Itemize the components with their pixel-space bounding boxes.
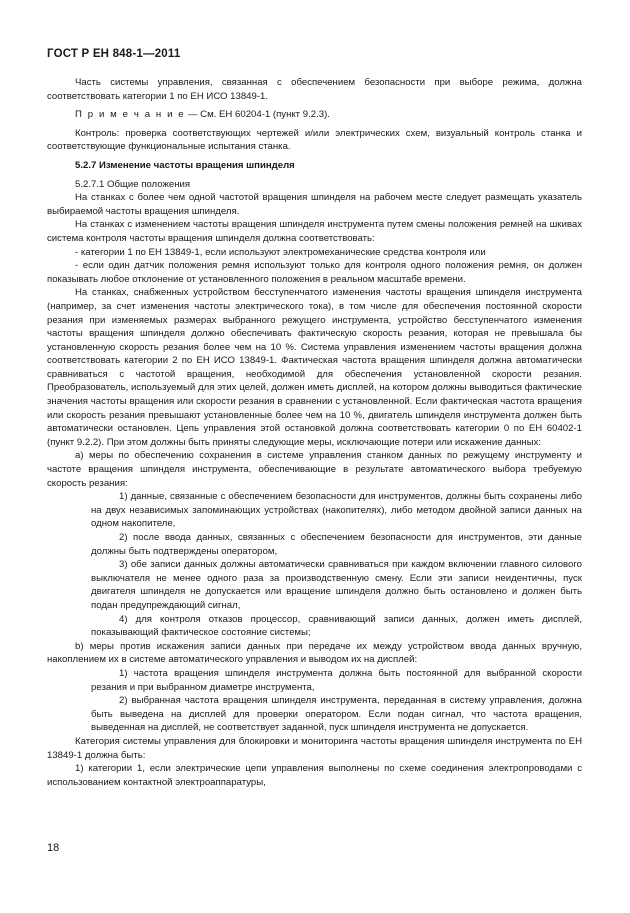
paragraph-category: Категория системы управления для блокировки и мониторинга частоты вращения шпинделя инструмента по ЕН 13849-1 должна быть: (47, 735, 582, 761)
list-item-b1: 1) частота вращения шпинделя инструмента должна быть постоянной для выбранной скорости резания и при выбранном диаметре инструмента, (91, 667, 582, 693)
page-content (47, 76, 582, 789)
running-header: ГОСТ Р ЕН 848-1—2011 (47, 48, 181, 60)
paragraph-belt-change: На станках с изменением частоты вращения шпинделя инструмента путем смены положения ремней на шкивах система контроля частоты вращения шпинделя должна соответствовать: (47, 219, 582, 244)
list-item-a1: 1) данные, связанные с обеспечением безопасности для инструментов, должны быть сохранены либо на двух независимых запоминающих устройствах (накопителях), либо методом двойной записи данных на одном накопителе, (91, 491, 582, 530)
list-item-b2: 2) выбранная частота вращения шпинделя инструмента, переданная в систему управления, должна быть выведена на дисплей для проверки оператором. Если подан сигнал, что частота вращения, выведенная на дисплей, не соответствует заданной, пуск шпинделя инструмента не допускается. (91, 695, 582, 734)
list-item-b: b) меры против искажения записи данных при передаче их между устройством ввода данных вручную, накоплением их в системе автоматического управления и выводом их на дисплей: (47, 640, 582, 666)
paragraph-speed-indicator: На станках с более чем одной частотой вращения шпинделя на рабочем месте следует размещать указатель выбираемой частоты вращения шпинделя. (47, 192, 582, 217)
sublist-a (47, 490, 582, 640)
paragraph-control: Контроль: проверка соответствующих чертежей и/или электрических схем, визуальный контроль станка и соответствующие функциональные испытания станка. (47, 127, 582, 153)
list-item-a2: 2) после ввода данных, связанных с обеспечением безопасности для инструментов, эти данные должны быть подтверждены оператором, (91, 532, 582, 557)
subsection-heading: 5.2.7.1 Общие положения (75, 178, 191, 190)
list-item-a: а) меры по обеспечению сохранения в системе управления станком данных по режущему инструменту и частоте вращения шпинделя инструмента, обеспечивающие в результате автоматического выбора требуемую скорость резания: (47, 450, 582, 489)
sublist-b (47, 667, 582, 735)
list-item-c1: 1) категории 1, если электрические цепи управления выполнены по схеме соединения электропроводами с использованием контактной электроаппаратуры, (47, 763, 582, 788)
section-heading: 5.2.7 Изменение частоты вращения шпинделя (75, 159, 295, 171)
list-item-dash: - категории 1 по ЕН 13849-1, если используют электромеханические средства контроля или (75, 246, 486, 258)
note (47, 108, 582, 122)
note-text: — См. ЕН 60204-1 (пункт 9.2.3). (185, 109, 330, 121)
note-label: П р и м е ч а н и е (75, 109, 186, 121)
page-number: 18 (47, 842, 60, 854)
list-item-a4: 4) для контроля отказов процессор, сравнивающий записи данных, должен иметь дисплей, показывающий фактическое состояние системы; (91, 613, 582, 639)
paragraph-mode-selection: Часть системы управления, связанная с обеспечением безопасности при выборе режима, должна соответствовать категории 1 по ЕН ИСО 13849-1. (47, 77, 582, 102)
list-item-a3: 3) обе записи данных должны автоматически сравниваться при каждом включении главного силового выключателя не менее одного раза за производственную смену. Если эти записи неидентичны, пуск двигателя шпинделя не допускается или вращение шпинделя должно быть остановлено и должен быть подан предупреждающий сигнал, (91, 559, 582, 611)
list-item-dash: - если один датчик положения ремня используют только для контроля одного положения ремня, он должен показывать любое отклонение от установленного положения в реальном масштабе времени. (47, 260, 582, 285)
paragraph-stepless-drive: На станках, снабженных устройством бесступенчатого изменения частоты вращения шпинделя инструмента (например, за счет изменения частоты электрического тока), в том числе для обеспечения постоянной скорости резания при изменяемых размерах выбранного режущего инструмента, устройство бесступенчатого изменения частоты вращения шпинделя должно обеспечивать фактическую скорость резания, которая не превышала бы установленную скорость резания более чем на 10 %. Система управления изменением частоты вращения должна соответствовать категории 2 по ЕН ИСО 13849-1. Фактическая частота вращения шпинделя должна автоматически сравниваться с частотой вращения, необходимой для обеспечения установленной скорости резания. Преобразователь, используемый для этих целей, должен иметь дисплей, на котором должны выводиться фактические значения частоты вращения или скорости резания в сравнении с установленной. Если фактическая частота вращения или скорость резания превышают установленные более чем на 10 %, двигатель шпинделя инструмента должен быть автоматически остановлен. Цепь управления этой остановкой должна соответствовать категории 0 по ЕН 60402-1 (пункт 9.2.2). При этом должны быть приняты следующие меры, исключающие потери или искажение данных: (47, 287, 582, 448)
